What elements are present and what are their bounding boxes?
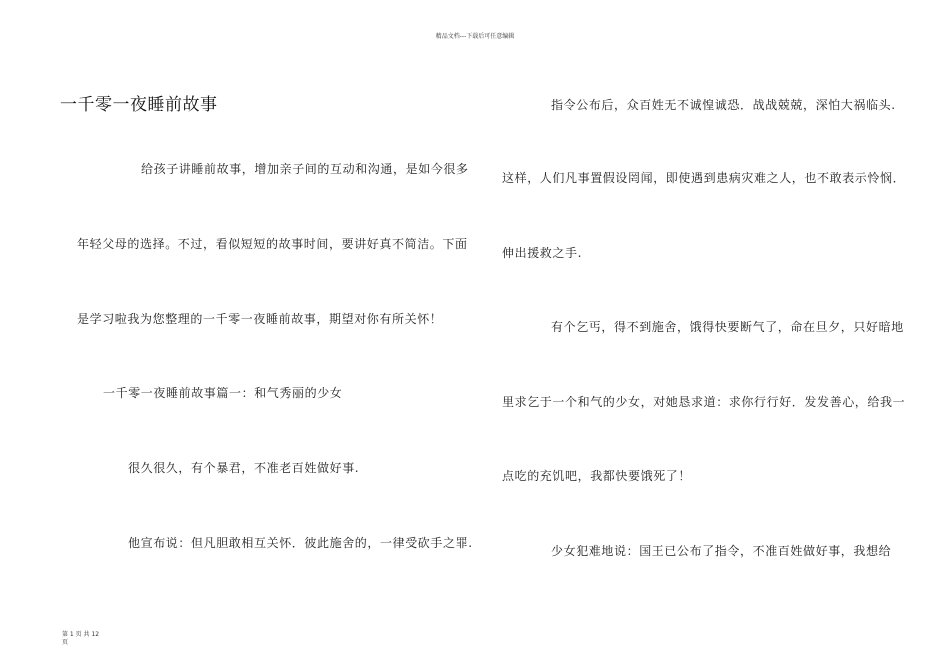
page-number-suffix: 页 <box>62 639 69 646</box>
paragraph-line: 点吃的充饥吧，我都快要饿死了！ <box>502 469 692 483</box>
page-header: 精品文档---下载后可任意编辑 <box>435 33 515 40</box>
paragraph-line: 这样，人们凡事置假设罔闻，即使遇到患病灾难之人，也不敢表示怜悯． <box>502 171 906 185</box>
paragraph-line: 年轻父母的选择。不过，看似短短的故事时间，要讲好真不简洁。下面 <box>77 237 468 251</box>
paragraph-line: 很久很久，有个暴君，不准老百姓做好事. <box>128 461 360 475</box>
section-heading: 一千零一夜睡前故事篇一：和气秀丽的少女 <box>103 386 343 400</box>
page-number: 第 1 页 共 12 <box>62 631 100 638</box>
paragraph-line: 他宣布说：但凡胆敢相互关怀．彼此施舍的，一律受砍手之罪. <box>128 536 473 550</box>
paragraph-line: 给孩子讲睡前故事，增加亲子间的互动和沟通，是如今很多 <box>141 162 469 176</box>
document-title: 一千零一夜睡前故事 <box>60 95 218 115</box>
paragraph-line: 里求乞于一个和气的少女，对她恳求道：求你行行好．发发善心，给我一 <box>502 395 906 409</box>
paragraph-line: 少女犯难地说：国王已公布了指令，不准百姓做好事，我想给 <box>551 544 892 558</box>
paragraph-line: 是学习啦我为您整理的一千零一夜睡前故事，期望对你有所关怀！ <box>77 312 443 326</box>
paragraph-line: 有个乞丐，得不到施舍，饿得快要断气了，命在旦夕，只好暗地 <box>551 320 904 334</box>
paragraph-line: 指令公布后，众百姓无不诚惶诚恐．战战兢兢，深怕大祸临头. <box>551 98 896 112</box>
paragraph-line: 伸出援救之手. <box>502 246 583 260</box>
